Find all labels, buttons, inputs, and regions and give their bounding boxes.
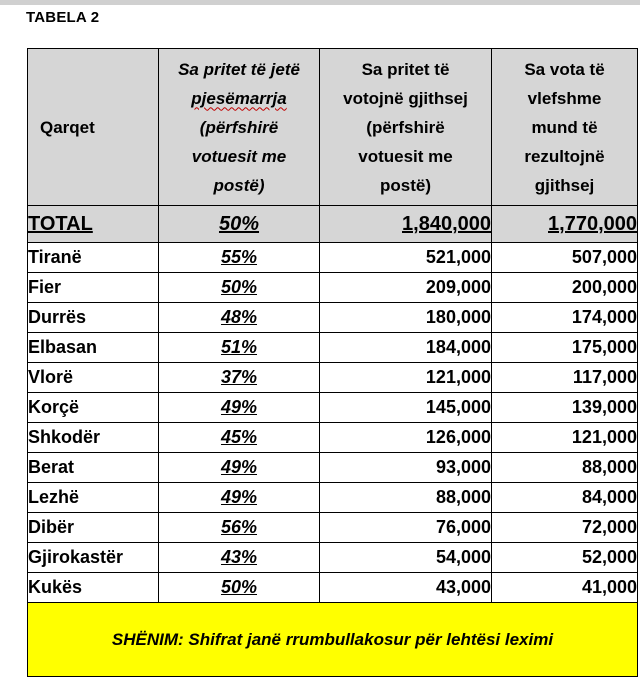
header-line: postë)	[380, 175, 431, 195]
header-participation	[159, 49, 320, 206]
region-name: Shkodër	[28, 423, 159, 453]
header-line: votojnë gjithsej	[343, 88, 468, 108]
table-row	[28, 483, 638, 513]
header-line: votuesit me	[358, 146, 453, 166]
header-line: (përfshirë	[199, 117, 279, 137]
table-row	[28, 333, 638, 363]
voters-cell: 184,000	[320, 333, 492, 363]
header-total-voters	[320, 49, 492, 206]
participation-cell: 48%	[159, 303, 320, 333]
note-text: SHËNIM: Shifrat janë rrumbullakosur për lehtësi leximi	[28, 603, 638, 677]
valid-votes-cell: 84,000	[492, 483, 638, 513]
voters-cell: 54,000	[320, 543, 492, 573]
total-label: TOTAL	[28, 206, 159, 243]
participation-cell: 56%	[159, 513, 320, 543]
header-line: pjesëmarrja	[191, 88, 287, 108]
table-row	[28, 243, 638, 273]
valid-votes-cell: 41,000	[492, 573, 638, 603]
valid-votes-cell: 52,000	[492, 543, 638, 573]
header-line: gjithsej	[534, 175, 595, 195]
voters-cell: 88,000	[320, 483, 492, 513]
header-line: rezultojnë	[524, 146, 605, 166]
header-line: mund të	[531, 117, 598, 137]
participation-cell: 49%	[159, 393, 320, 423]
header-line: Sa pritet të jetë	[178, 59, 300, 79]
participation-cell: 43%	[159, 543, 320, 573]
header-line: votuesit me	[191, 146, 287, 166]
region-name: Fier	[28, 273, 159, 303]
header-row	[28, 49, 638, 206]
region-name: Korçë	[28, 393, 159, 423]
total-row	[28, 206, 638, 243]
voters-cell: 209,000	[320, 273, 492, 303]
region-name: Durrës	[28, 303, 159, 333]
voters-cell: 121,000	[320, 363, 492, 393]
total-voters: 1,840,000	[320, 206, 492, 243]
valid-votes-cell: 200,000	[492, 273, 638, 303]
header-line: vlefshme	[527, 88, 602, 108]
table-row	[28, 543, 638, 573]
valid-votes-cell: 117,000	[492, 363, 638, 393]
header-line: Sa vota të	[524, 59, 605, 79]
header-line: postë)	[213, 175, 265, 195]
valid-votes-cell: 72,000	[492, 513, 638, 543]
valid-votes-cell: 88,000	[492, 453, 638, 483]
top-border	[0, 0, 640, 5]
voters-cell: 93,000	[320, 453, 492, 483]
table-row	[28, 303, 638, 333]
region-name: Kukës	[28, 573, 159, 603]
participation-cell: 50%	[159, 573, 320, 603]
table-row	[28, 513, 638, 543]
participation-cell: 51%	[159, 333, 320, 363]
table-row	[28, 423, 638, 453]
valid-votes-cell: 175,000	[492, 333, 638, 363]
region-name: Gjirokastër	[28, 543, 159, 573]
region-name: Dibër	[28, 513, 159, 543]
valid-votes-cell: 139,000	[492, 393, 638, 423]
participation-cell: 45%	[159, 423, 320, 453]
participation-cell: 37%	[159, 363, 320, 393]
region-name: Vlorë	[28, 363, 159, 393]
total-valid-votes: 1,770,000	[492, 206, 638, 243]
participation-cell: 49%	[159, 483, 320, 513]
voters-cell: 180,000	[320, 303, 492, 333]
valid-votes-cell: 507,000	[492, 243, 638, 273]
header-valid-votes	[492, 49, 638, 206]
voters-cell: 145,000	[320, 393, 492, 423]
valid-votes-cell: 121,000	[492, 423, 638, 453]
table-row	[28, 363, 638, 393]
voters-cell: 76,000	[320, 513, 492, 543]
header-line: Sa pritet të	[361, 59, 450, 79]
header-qarqet: Qarqet	[28, 49, 159, 206]
valid-votes-cell: 174,000	[492, 303, 638, 333]
table-row	[28, 573, 638, 603]
note-row	[28, 603, 638, 677]
table-row	[28, 393, 638, 423]
voters-cell: 521,000	[320, 243, 492, 273]
table-body	[28, 243, 638, 603]
region-name: Lezhë	[28, 483, 159, 513]
table-row	[28, 453, 638, 483]
table-title: TABELA 2	[26, 9, 100, 26]
results-table	[27, 48, 638, 677]
participation-cell: 49%	[159, 453, 320, 483]
table-row	[28, 273, 638, 303]
participation-cell: 55%	[159, 243, 320, 273]
voters-cell: 43,000	[320, 573, 492, 603]
total-participation: 50%	[159, 206, 320, 243]
participation-cell: 50%	[159, 273, 320, 303]
region-name: Berat	[28, 453, 159, 483]
region-name: Elbasan	[28, 333, 159, 363]
voters-cell: 126,000	[320, 423, 492, 453]
header-line: (përfshirë	[366, 117, 445, 137]
region-name: Tiranë	[28, 243, 159, 273]
